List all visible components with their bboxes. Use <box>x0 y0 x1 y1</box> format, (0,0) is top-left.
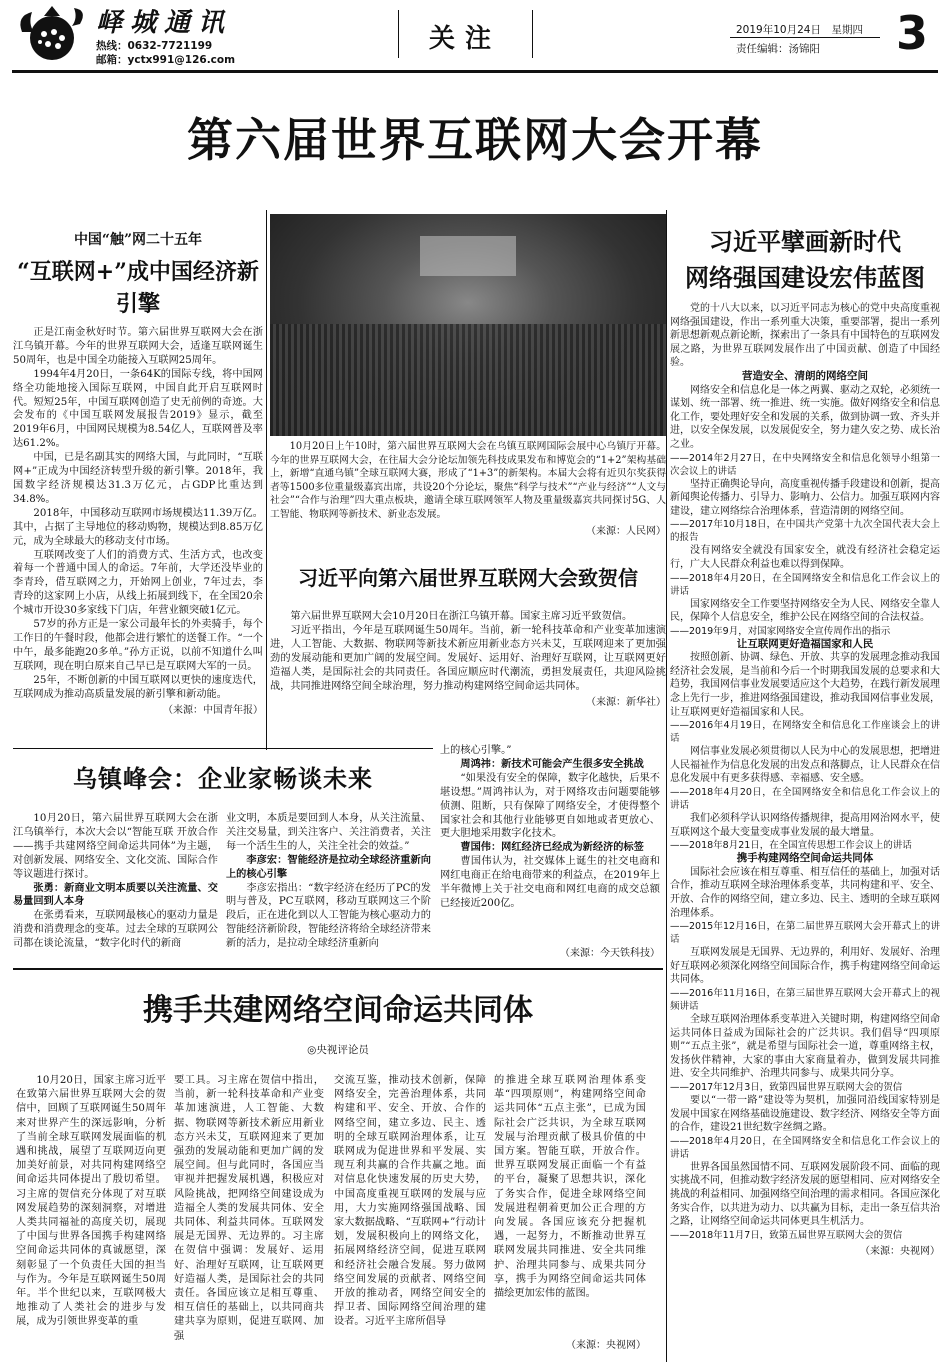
hotline: 热线：0632-7721199 <box>96 40 213 52</box>
right-citation: ——2015年12月16日，在第二届世界互联网大会开幕式上的讲话 <box>670 921 940 946</box>
wuzhen-paragraph: 上的核心引擎。” <box>440 745 512 756</box>
left-paragraph: 57岁的孙方正是一家公司最年长的外卖骑手，每个工作日的午餐时段，他都会进行繁忙的送餐工作。“一个中午，最多能跑20多单。”孙方正说，以前不知道什么叫互联网，现在明白原来自己早已是互联网大军的一员。 <box>13 619 263 672</box>
right-subheading: 营造安全、清朗的网络空间 <box>742 369 868 382</box>
right-source: （来源：央视网） <box>860 1245 940 1257</box>
right-citation: ——2018年11月7日，致第五届世界互联网大会的贺信 <box>670 1229 903 1241</box>
wuzhen-paragraph: 10月20日，第六届世界互联网大会在浙江乌镇举行，本次大会以“智能互联 开放合作——携手共建网络空间命运共同体”为主题，对创新发展、网络安全、文化交流、国际合作等议题进行探讨。 <box>13 813 218 880</box>
wuzhen-speaker-heading: 张勇：新商业文明本质要以关注流量、交易量回到人本身 <box>13 882 218 908</box>
editorial-title: 携手共建网络空间命运共同体 <box>143 993 533 1028</box>
right-citation: ——2017年12月3日，致第四届世界互联网大会的贺信 <box>670 1081 903 1093</box>
right-title-1: 习近平擘画新时代 <box>709 227 901 256</box>
editorial-col-3: 交流互鉴，推动技术创新，保障网络安全，完善治理体系，共同构建和平、安全、开放、合作的网络空间，建立多边、民主、透明的全球互联网治理体系，让互联网成为促进世界和平发展、实现互利共赢的合作共赢之地。面对信息化快速发展的历史大势，中国高度重视互联网的发展与应用，大力实施网络强国战略、国家大数据战略、“互联网+”行动计划，发展积极向上的网络文化，拓展网络经济空间，促进互联网和经济社会融合发展。努力做网络空间发展的贡献者、网络空间开放的推动者，网络空间安全的捍卫者、国际网络空间治理的建设者。习近平主席所倡导 <box>334 1075 486 1328</box>
masthead <box>0 0 950 68</box>
wuzhen-paragraph: 业文明，本质是要回到人本身，从关注流量、关注交易量，到关注客户、关注消费者，关注每一个活生生的人，关注全社会的效益。” <box>226 813 431 852</box>
left-kicker: 中国“触”网二十五年 <box>73 232 203 248</box>
right-citation: ——2014年2月27日，在中央网络安全和信息化领导小组第一次会议上的讲话 <box>670 452 940 477</box>
editorial-byline: ◎央视评论员 <box>307 1044 369 1056</box>
pomegranate-logo-icon <box>14 2 90 64</box>
wuzhen-speaker-heading: 李彦宏：智能经济是拉动全球经济重新向上的核心引擎 <box>226 854 431 880</box>
left-paragraph: 25年，不断创新的中国互联网以更快的速度迭代，互联网成为推动高质量发展的新引擎和新动能。 <box>13 674 263 700</box>
right-paragraph: 国家网络安全工作要坚持网络安全为人民、网络安全靠人民，保障个人信息安全，维护公民在网络空间的合法权益。 <box>670 598 940 624</box>
right-paragraph: 党的十八大以来，以习近平同志为核心的党中央高度重视网络强国建设，作出一系列重大决策，重要部署，提出一系列新思想新观点新论断，探索出了一条具有中国特色的互联网发展之路，为世界互联网发展作出了中国贡献、创造了中国经验。 <box>670 303 940 369</box>
wuzhen-paragraph: 曹国伟认为，社交媒体上诞生的社交电商和网红电商正在给电商带来的利益点，在2019年上半年微博上关于社交电商和网红电商的成交总额已经接近200亿。 <box>440 856 660 909</box>
right-paragraph: 国际社会应该在相互尊重、相互信任的基础上，加强对话合作，推动互联网全球治理体系变革，共同构建和平、安全、开放、合作的网络空间，建立多边、民主、透明的全球互联网治理体系。 <box>670 866 940 919</box>
congrats-paragraph: 习近平指出，今年是互联网诞生50周年。当前，新一轮科技革命和产业变革加速演进，人工智能、大数据、物联网等新技术新应用新业态方兴未艾，互联网迎来了更加强劲的发展动能和更加广阔的发展空间。发展好、运用好、治理好互联网，让互联网更好造福人类，是国际社会的共同责任。各国应顺应时代潮流，勇担发展责任，共迎风险挑战，共同推进网络空间全球治理，努力推动构建网络空间命运共同体。 <box>270 624 666 692</box>
editorial-col-4: 的推进全球互联网治理体系变革“四项原则”，构建网络空间命运共同体“五点主张”，已成为国际社会广泛共识，为全球互联网发展与治理贡献了极具价值的中国方案。智能互联，开放合作。世界互联网发展正面临一个有益的平台，凝聚了思想共识，深化了务实合作，促进全球网络空间发展进程朝着更加公正合理的方向发展。各国应该充分把握机遇，一起努力，不断推动世界互联网发展共同推进、安全共同维护、治理共同参与、成果共同分享，携手为网络空间命运共同体描绘更加宏伟的蓝图。 <box>494 1075 646 1300</box>
right-subheading: 携手构建网络空间命运共同体 <box>736 852 874 865</box>
newspaper-name: 峄城通讯 <box>96 8 233 38</box>
left-paragraph: 互联网改变了人们的消费方式、生活方式，也改变着每一个普通中国人的命运。7年前，大学还没毕业的李青玲，借互联网之力，开始网上创业，7年过去，李青玲的这家网上小店，从线上拓展到线下，在全国20余个城市开设30多家线下门店，年营业额突破1亿元。 <box>13 549 263 617</box>
wuzhen-title: 乌镇峰会：企业家畅谈未来 <box>73 765 373 793</box>
left-source: （来源：中国青年报） <box>163 705 263 717</box>
congrats-body <box>270 610 666 693</box>
editorial-source: （来源：央视网） <box>566 1340 646 1351</box>
wuzhen-paragraph: “如果没有安全的保障，数字化越快，后果不堪设想。”周鸿祎认为，对于网络攻击问题要能够侦测、阻断，只有保障了网络安全，才使得整个国家社会和其他行业能够更自如地或者更放心、更大胆地采用数字化技术。 <box>440 772 660 840</box>
section-title: 关注 <box>428 24 501 54</box>
congrats-paragraph: 第六届世界互联网大会10月20日在浙江乌镇开幕。国家主席习近平致贺信。 <box>290 611 633 622</box>
wuzhen-speaker-heading: 曹国伟：网红经济已经成为新经济的标签 <box>460 842 644 854</box>
left-paragraph: 1994年4月20日，一条64K的国际专线，将中国网络全功能地接入国际互联网，中国自此开启互联网时代。短短25年，中国互联网创造了史无前例的奇迹。大会发布的《中国互联网发展报告2019》显示，截至2019年6月，中国网民规模为8.54亿人，互联网普及率达61.2%。 <box>13 368 263 450</box>
right-paragraph: 我们必须科学认识网络传播规律，提高用网治网水平，使互联网这个最大变量变成事业发展的最大增量。 <box>670 813 940 838</box>
photo-source: （来源：人民网） <box>586 525 666 537</box>
right-citation: ——2018年8月21日，在全国宣传思想工作会议上的讲话 <box>670 840 912 852</box>
right-citation: ——2017年10月18日，在中国共产党第十九次全国代表大会上的报告 <box>670 519 940 544</box>
email: 邮箱：yctx991@126.com <box>96 54 236 66</box>
right-paragraph: 网络安全和信息化是一体之两翼、驱动之双轮，必须统一谋划、统一部署、统一推进、统一实施。做好网络安全和信息化工作，要处理好安全和发展的关系，做到协调一致、齐头并进，以安全保发展，以发展促安全，努力建久安之势、成长治之业。 <box>670 384 940 450</box>
right-paragraph: 没有网络安全就没有国家安全，就没有经济社会稳定运行，广大人民群众利益也难以得到保障。 <box>670 545 940 570</box>
wuzhen-speaker-heading: 周鸿祎：新技术可能会产生很多安全挑战 <box>460 758 644 770</box>
left-paragraph: 中国，已是名副其实的网络大国，与此同时，“互联网+”正成为中国经济转型升级的新引擎。2018年，我国数字经济规模达31.3万亿元，占GDP比重达到34.8%。 <box>13 452 263 505</box>
wuzhen-col-3 <box>440 744 660 911</box>
right-paragraph: 要以“一带一路”建设等为契机，加强同沿线国家特别是发展中国家在网络基础设施建设、数字经济、网络安全等方面的合作，建设21世纪数字丝绸之路。 <box>670 1094 940 1134</box>
right-article <box>670 224 940 1257</box>
right-paragraph: 按照创新、协调、绿色、开放、共享的发展理念推动我国经济社会发展，是当前和今后一个时期我国发展的总要求和大趋势，我国网信事业发展要适应这个大趋势，在践行新发展理念上先行一步，推进网络强国建设，推动我国网信事业发展，让互联网更好造福国家和人民。 <box>670 652 940 718</box>
page-number: 3 <box>896 6 929 60</box>
right-citation: ——2019年9月，对国家网络安全宣传周作出的指示 <box>670 625 891 637</box>
photo-caption: 10月20日上午10时，第六届世界互联网大会在乌镇互联网国际会展中心乌镇厅开幕。今年的世界互联网大会，在往届大会分论坛加领先科技成果发布和博览会的“1+2”架构基础上，新增“直通乌镇”全球互联网大赛，形成了“1+3”的新架构。本届大会将有近贝尔奖获得者等1500多位重量级嘉宾出席，共设20个分论坛，聚焦“科学与技术”“产业与经济”“人文与社会”“合作与治理”四大重点板块，邀请全球互联网领军人物及重量级嘉宾共同探讨5G、人工智能、物联网等新技术、新业态发展。 <box>270 441 666 520</box>
right-citation: ——2018年4月20日，在全国网络安全和信息化工作会议上的讲话 <box>670 1135 940 1160</box>
right-paragraph: 互联网发展是无国界、无边界的，利用好、发展好、治理好互联网必须深化网络空间国际合作，携手构建网络空间命运共同体。 <box>670 947 940 986</box>
right-paragraph: 世界各国虽然国情不同、互联网发展阶段不同、面临的现实挑战不同，但推动数字经济发展的愿望相同、应对网络安全挑战的利益相同、加强网络空间治理的需求相同。各国应深化务实合作，以共进为动力、以共赢为目标，走出一条互信共治之路，让网络空间命运共同体更具生机活力。 <box>670 1161 940 1228</box>
left-paragraph: 2018年，中国移动互联网市场规模达11.39万亿。其中，占据了主导地位的移动购物，规模达到8.85万亿元，成为全球最大的移动支付市场。 <box>13 507 263 547</box>
congrats-source: （来源：新华社） <box>586 697 666 709</box>
editorial-col-1: 10月20日，国家主席习近平在致第六届世界互联网大会的贺信中，回顾了互联网诞生50周年来对世界产生的深远影响，分析了当前全球互联网发展面临的机遇和挑战，展望了互联网迈向更加美好前景，对共同构建网络空间命运共同体提出了殷切希望。习主席的贺信充分体现了对互联网发展趋势的深刻洞察，对增进人类共同福祉的高度关切，展现了中国与世界各国携手构建网络空间命运共同体的真诚愿望，深刻彰显了一个负责任大国的担当与作为。今年是互联网诞生50周年。半个世纪以来，互联网极大地推动了人类社会的进步与发展，成为引领世界变革的重 <box>16 1075 166 1328</box>
issue-date: 2019年10月24日 星期四 <box>736 24 863 36</box>
right-subheading: 让互联网更好造福国家和人民 <box>736 637 874 650</box>
congrats-title: 习近平向第六届世界互联网大会致贺信 <box>298 566 638 590</box>
right-paragraph: 全球互联网治理体系变革进入关键时期，构建网络空间命运共同体日益成为国际社会的广泛共识。我们倡导“四项原则”“五点主张”，就是希望与国际社会一道，尊重网络主权，发扬伙伴精神，大家的事由大家商量着办，做到发展共同推进、安全共同维护、治理共同参与、成果共同分享。 <box>670 1013 940 1080</box>
right-citation: ——2018年4月20日，在全国网络安全和信息化工作会议上的讲话 <box>670 572 940 597</box>
conference-photo <box>270 214 666 436</box>
left-article <box>13 230 263 742</box>
wuzhen-source: （来源：今天铁科技） <box>560 948 660 959</box>
congrats-article <box>270 560 666 708</box>
wuzhen-col-1 <box>13 812 218 951</box>
wuzhen-paragraph: 在张勇看来，互联网最核心的驱动力量是消费和消费理念的变革。过去全球的互联网公司都在谈论流量，“数字化时代的新商 <box>13 910 218 950</box>
wuzhen-paragraph: 李彦宏指出：“数字经济在经历了PC的发明与普及，PC互联网，移动互联网这三个阶段后，正在进化到以人工智能为核心驱动力的智能经济新阶段，智能经济将给全球经济带来新的活力，是拉动全球经济重新向 <box>226 882 431 950</box>
right-article-body <box>670 302 940 1242</box>
right-citation: ——2016年4月19日，在网络安全和信息化工作座谈会上的讲话 <box>670 720 940 745</box>
right-paragraph: 网信事业发展必须贯彻以人民为中心的发展思想，把增进人民福祉作为信息化发展的出发点和落脚点，让人民群众在信息化发展中有更多获得感、幸福感、安全感。 <box>670 746 940 785</box>
left-paragraph: 正是江南金秋好时节。第六届世界互联网大会在浙江乌镇开幕。今年的世界互联网大会，适逢互联网诞生50周年，也是中国全功能接入互联网25周年。 <box>13 327 263 366</box>
right-paragraph: 坚持正确舆论导向，高度重视传播手段建设和创新，提高新闻舆论传播力、引导力、影响力、公信力。加强互联网内容建设，建立网络综合治理体系，营造清朗的网络空间。 <box>670 478 940 517</box>
right-title-2: 网络强国建设宏伟蓝图 <box>685 263 925 292</box>
main-headline: 第六届世界互联网大会开幕 <box>187 113 763 167</box>
left-article-body <box>13 326 263 701</box>
editor-credit: 责任编辑：汤锦阳 <box>736 43 820 55</box>
right-citation: ——2016年11月16日，在第三届世界互联网大会开幕式上的视频讲话 <box>670 987 940 1012</box>
left-title: “互联网+”成中国经济新引擎 <box>17 259 259 317</box>
right-citation: ——2018年4月20日，在全国网络安全和信息化工作会议上的讲话 <box>670 787 940 812</box>
wuzhen-col-2 <box>226 812 431 951</box>
photo-caption-box <box>270 440 666 537</box>
editorial-col-2: 要工具。习主席在贺信中指出，当前，新一轮科技革命和产业变革加速演进，人工智能、大数据、物联网等新技术新应用新业态方兴未艾，互联网迎来了更加强劲的发展动能和更加广阔的发展空间。但与此同时，各国应当审视并把握发展机遇，积极应对风险挑战，把网络空间建设成为造福全人类的发展共同体、安全共同体、利益共同体。互联网发展是无国界、无边界的。习主席在贺信中强调：发展好、运用好、治理好互联网，让互联网更好造福人类，是国际社会的共同责任。各国应该立足相互尊重、相互信任的基础上，以共同商共建共享为原则，促进互联网、加强 <box>174 1075 324 1342</box>
